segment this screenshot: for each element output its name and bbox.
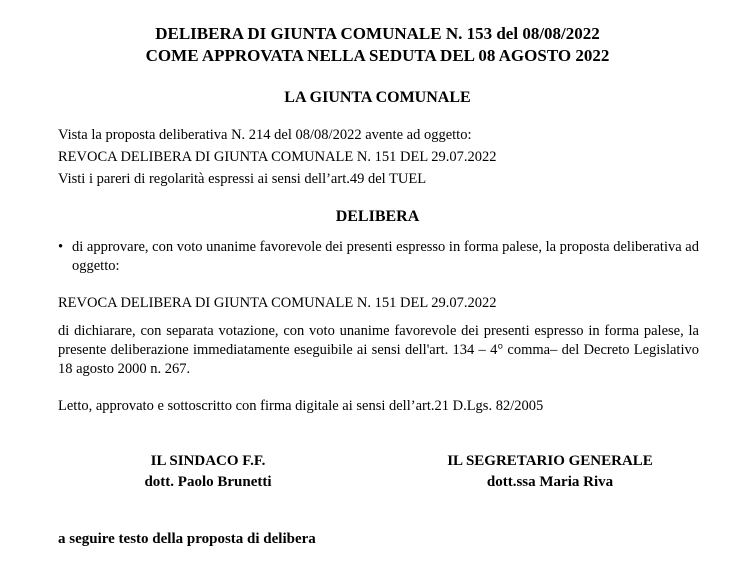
- premise-opinions: Visti i pareri di regolarità espressi ai sensi dell’art.49 del TUEL: [58, 171, 427, 187]
- approval-bullet-text: di approvare, con voto unanime favorevole dei presenti espresso in forma palese, la proposta deliberativa ad oggetto:: [72, 239, 699, 274]
- immediate-execution-declaration: di dichiarare, con separata votazione, con voto unanime favorevole dei presenti espresso in forma palese, la presente deliberazione immediatamente eseguibile ai sensi dell'art. 134 – 4° comma– del Decreto Legislativo 18 agosto 2000 n. 267.: [58, 323, 699, 377]
- mayor-role: IL SINDACO F.F.: [150, 453, 266, 469]
- document-title-line-2: COME APPROVATA NELLA SEDUTA DEL 08 AGOSTO 2022: [145, 46, 610, 65]
- premise-subject: REVOCA DELIBERA DI GIUNTA COMUNALE N. 151 DEL 29.07.2022: [58, 149, 497, 165]
- signature-block-secretary: [410, 451, 690, 493]
- premise-proposal: Vista la proposta deliberativa N. 214 del 08/08/2022 avente ad oggetto:: [58, 127, 472, 143]
- bullet-symbol: •: [58, 239, 64, 255]
- delibera-heading: DELIBERA: [335, 208, 420, 225]
- proposal-text-follows-note: a seguire testo della proposta di delibera: [58, 531, 316, 547]
- digital-signature-note: Letto, approvato e sottoscritto con firma digitale ai sensi dell’art.21 D.Lgs. 82/2005: [58, 398, 544, 414]
- approval-bullet: [58, 238, 699, 276]
- document-title-line-1: DELIBERA DI GIUNTA COMUNALE N. 153 del 08/08/2022: [155, 24, 600, 43]
- mayor-name: dott. Paolo Brunetti: [144, 474, 272, 490]
- secretary-name: dott.ssa Maria Riva: [486, 474, 614, 490]
- secretary-role: IL SEGRETARIO GENERALE: [447, 453, 653, 469]
- resolution-subject: REVOCA DELIBERA DI GIUNTA COMUNALE N. 151 DEL 29.07.2022: [58, 295, 497, 311]
- signature-block-mayor: [108, 451, 308, 493]
- giunta-heading: LA GIUNTA COMUNALE: [284, 89, 471, 106]
